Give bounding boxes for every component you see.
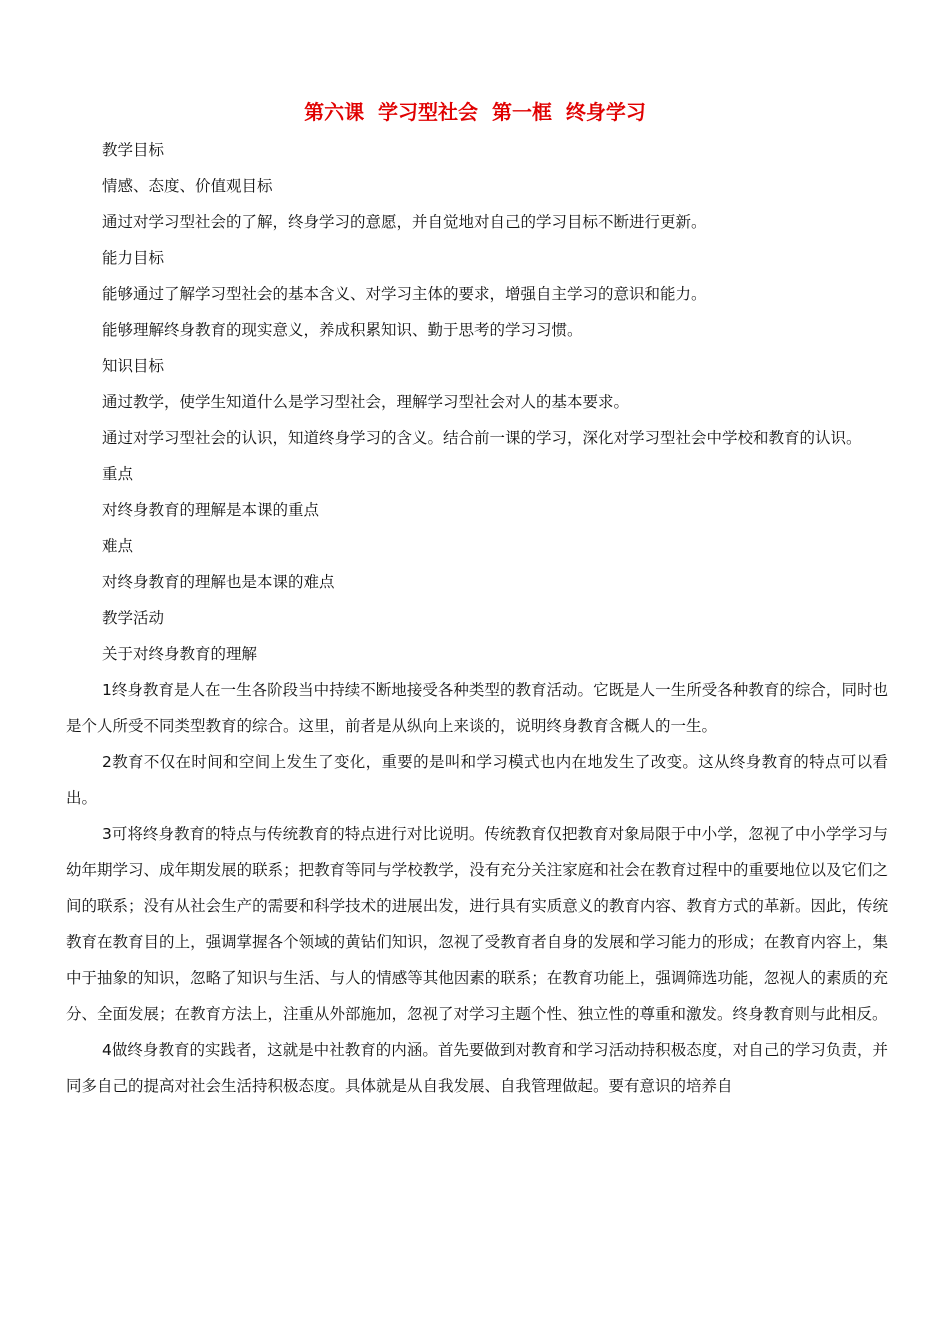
heading-teaching-objectives: 教学目标 <box>102 141 165 159</box>
heading-key-point: 重点 <box>102 465 134 483</box>
paragraph: 通过教学，使学生知道什么是学习型社会，理解学习型社会对人的基本要求。 <box>102 393 630 411</box>
subheading-emotion-attitude-values: 情感、态度、价值观目标 <box>102 177 273 195</box>
paragraph: 通过对学习型社会的认识，知道终身学习的含义。结合前一课的学习，深化对学习型社会中学校和教育的认识。 <box>102 429 862 447</box>
paragraph: 对终身教育的理解是本课的重点 <box>102 501 320 519</box>
subheading-lifelong-education: 关于对终身教育的理解 <box>102 645 258 663</box>
paragraph: 对终身教育的理解也是本课的难点 <box>102 573 335 591</box>
subheading-ability-objectives: 能力目标 <box>102 249 165 267</box>
numbered-paragraph-3: 3可将终身教育的特点与传统教育的特点进行对比说明。传统教育仅把教育对象局限于中小学，忽视了中小学学习与幼年期学习、成年期发展的联系；把教育等同与学校教学，没有充分关注家庭和社会在教育过程中的重要地位以及它们之间的联系；没有从社会生产的需要和科学技术的进展出发，进行具有实质意义的教育内容、教育方式的革新。因此，传统教育在教育目的上，强调掌握各个领域的黄钻们知识，忽视了受教育者自身的发展和学习能力的形成；在教育内容上，集中于抽象的知识，忽略了知识与生活、与人的情感等其他因素的联系；在教育功能上，强调筛选功能，忽视人的素质的充分、全面发展；在教育方法上，注重从外部施加，忽视了对学习主题个性、独立性的尊重和激发。终身教育则与此相反。 <box>66 825 888 1023</box>
paragraph: 能够通过了解学习型社会的基本含义、对学习主体的要求，增强自主学习的意识和能力。 <box>102 285 707 303</box>
numbered-paragraph-1: 1终身教育是人在一生各阶段当中持续不断地接受各种类型的教育活动。它既是人一生所受各种教育的综合，同时也是个人所受不同类型教育的综合。这里，前者是从纵向上来谈的，说明终身教育含概人的一生。 <box>66 681 888 735</box>
document-body <box>66 132 888 1104</box>
paragraph: 能够理解终身教育的现实意义，养成积累知识、勤于思考的学习习惯。 <box>102 321 583 339</box>
subheading-knowledge-objectives: 知识目标 <box>102 357 165 375</box>
numbered-paragraph-4: 4做终身教育的实践者，这就是中社教育的内涵。首先要做到对教育和学习活动持积极态度，对自己的学习负责，并同多自己的提高对社会生活持积极态度。具体就是从自我发展、自我管理做起。要有意识的培养自 <box>66 1041 888 1095</box>
paragraph: 通过对学习型社会的了解，终身学习的意愿，并自觉地对自己的学习目标不断进行更新。 <box>102 213 707 231</box>
heading-difficulty: 难点 <box>102 537 134 555</box>
heading-teaching-activities: 教学活动 <box>102 609 165 627</box>
document-title: 第六课 学习型社会 第一框 终身学习 <box>304 100 646 124</box>
numbered-paragraph-2: 2教育不仅在时间和空间上发生了变化，重要的是叫和学习模式也内在地发生了改变。这从终身教育的特点可以看出。 <box>66 753 888 807</box>
